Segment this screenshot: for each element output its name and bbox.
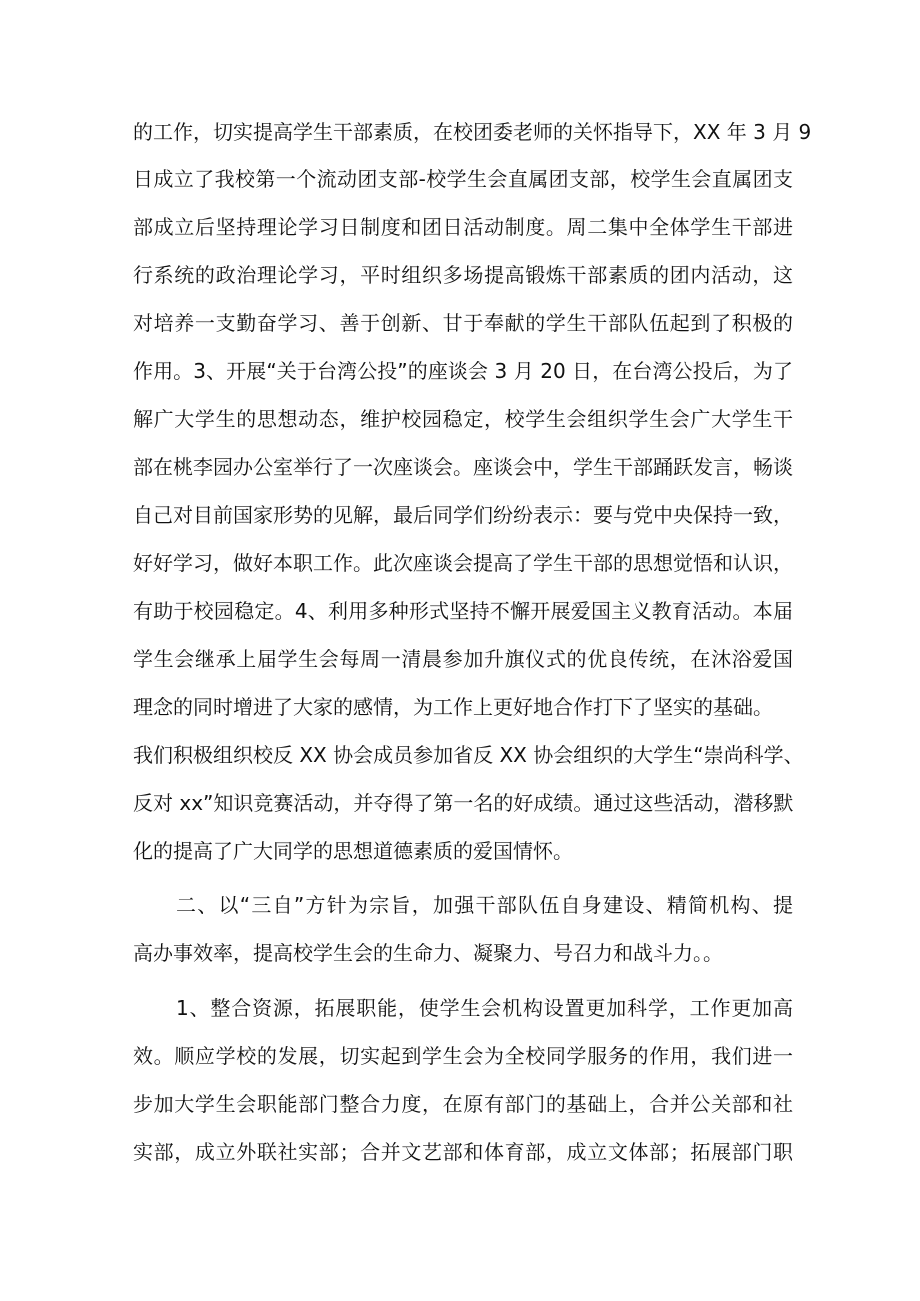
text-line: 解广大学生的思想动态，维护校园稳定，校学生会组织学生会广大学生干 <box>133 407 793 431</box>
paragraph-first-line: 1、整合资源，拓展职能，使学生会机构设置更加科学，工作更加高 <box>176 996 793 1020</box>
text-line: 学生会继承上届学生会每周一清晨参加升旗仪式的优良传统，在沐浴爱国 <box>133 647 793 671</box>
text-line: 效。顺应学校的发展，切实起到学生会为全校同学服务的作用，我们进一 <box>133 1044 793 1068</box>
text-line: 我们积极组织校反 XX 协会成员参加省反 XX 协会组织的大学生“崇尚科学、 <box>133 743 804 767</box>
text-line: 的工作，切实提高学生干部素质，在校团委老师的关怀指导下，XX 年 3 月 9 <box>133 120 812 144</box>
text-line: 有助于校园稳定。4、利用多种形式坚持不懈开展爱国主义教育活动。本届 <box>133 599 793 623</box>
section-heading-line: 高办事效率，提高校学生会的生命力、凝聚力、号召力和战斗力。。 <box>133 941 723 965</box>
text-line: 化的提高了广大同学的思想道德素质的爱国情怀。 <box>133 839 573 863</box>
text-line: 作用。3、开展“关于台湾公投”的座谈会 3 月 20 日，在台湾公投后，为了 <box>133 359 793 383</box>
text-line: 部在桃李园办公室举行了一次座谈会。座谈会中，学生干部踊跃发言，畅谈 <box>133 455 793 479</box>
text-line: 行系统的政治理论学习，平时组织多场提高锻炼干部素质的团内活动，这 <box>133 263 793 287</box>
text-line: 部成立后坚持理论学习日制度和团日活动制度。周二集中全体学生干部进 <box>133 215 793 239</box>
section-heading-line: 二、以“三自”方针为宗旨，加强干部队伍自身建设、精简机构、提 <box>176 893 793 917</box>
text-line: 实部，成立外联社实部；合并文艺部和体育部，成立文体部；拓展部门职 <box>133 1140 793 1164</box>
text-line: 反对 xx”知识竞赛活动，并夺得了第一名的好成绩。通过这些活动，潜移默 <box>133 791 794 815</box>
text-line: 步加大学生会职能部门整合力度，在原有部门的基础上，合并公关部和社 <box>133 1092 793 1116</box>
text-line: 好好学习，做好本职工作。此次座谈会提高了学生干部的思想觉悟和认识， <box>133 551 793 575</box>
text-line: 理念的同时增进了大家的感情，为工作上更好地合作打下了坚实的基础。 <box>133 695 773 719</box>
text-line: 对培养一支勤奋学习、善于创新、甘于奉献的学生干部队伍起到了积极的 <box>133 311 793 335</box>
text-line: 自己对目前国家形势的见解，最后同学们纷纷表示：要与党中央保持一致， <box>133 503 793 527</box>
text-line: 日成立了我校第一个流动团支部-校学生会直属团支部，校学生会直属团支 <box>133 167 793 191</box>
